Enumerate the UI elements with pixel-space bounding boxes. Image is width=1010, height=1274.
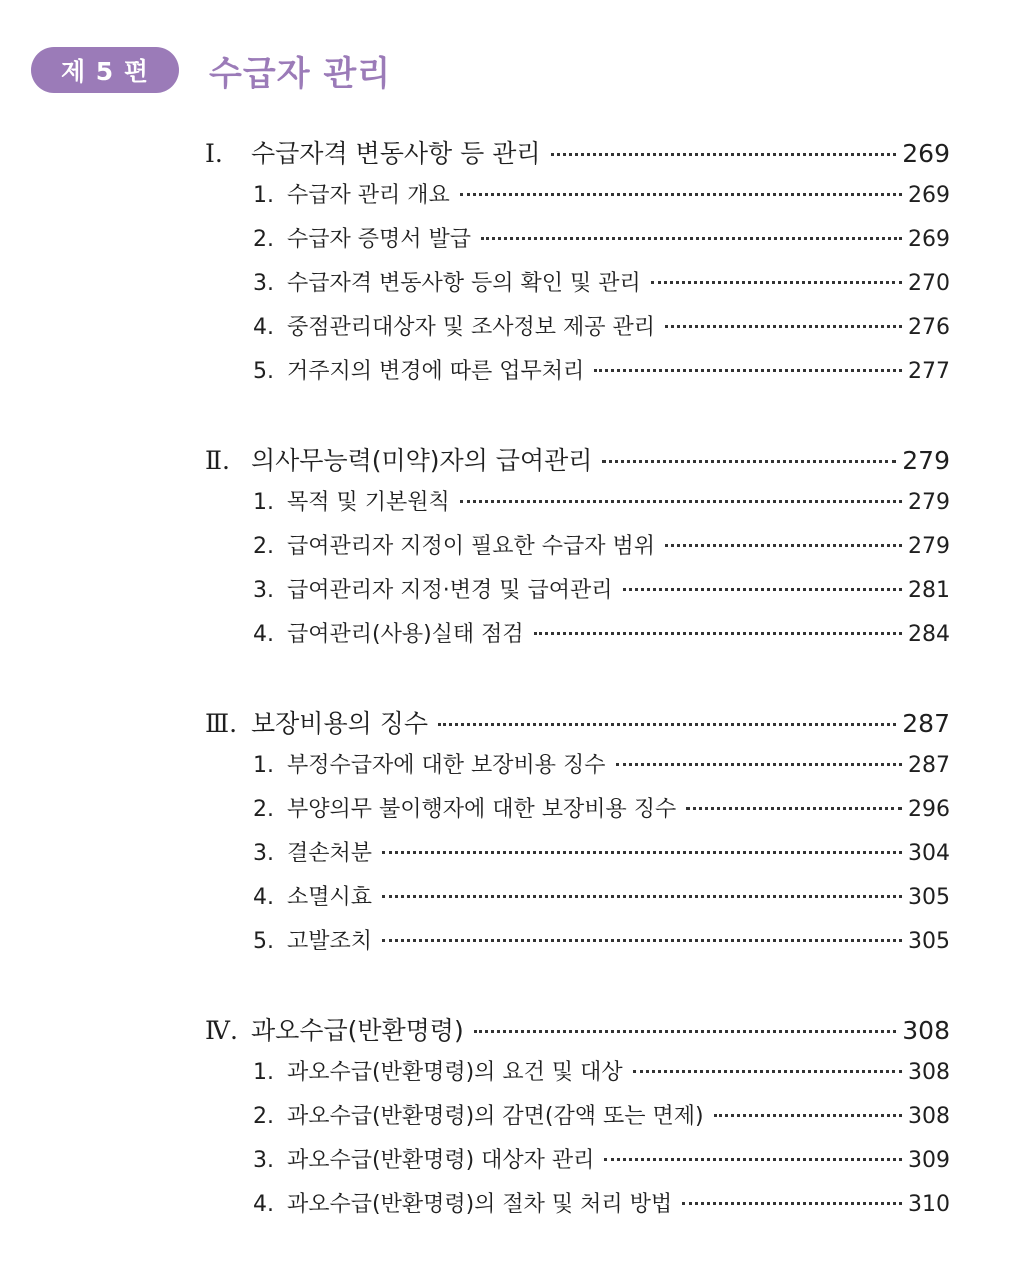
section-title: 의사무능력(미약)자의 급여관리 — [251, 446, 593, 475]
part-title: 수급자 관리 — [209, 54, 392, 94]
entry-number: 2. — [253, 1104, 274, 1129]
section-title: 수급자격 변동사항 등 관리 — [251, 139, 541, 168]
entry-title: 수급자 관리 개요 — [287, 183, 450, 208]
dot-leader — [382, 895, 902, 898]
section-number: Ⅱ. — [205, 446, 230, 475]
page-number: 309 — [908, 1148, 950, 1173]
toc-entry[interactable] — [205, 222, 950, 266]
entry-title: 부양의무 불이행자에 대한 보장비용 징수 — [287, 797, 677, 822]
entry-number: 1. — [253, 753, 274, 778]
entry-number: 4. — [253, 315, 274, 340]
page-number: 279 — [908, 534, 950, 559]
dot-leader — [382, 851, 902, 854]
entry-number: 1. — [253, 490, 274, 515]
toc-entry[interactable] — [205, 573, 950, 617]
page-number: 279 — [908, 490, 950, 515]
entry-number: 3. — [253, 271, 274, 296]
toc-entry[interactable] — [205, 880, 950, 924]
dot-leader — [460, 193, 902, 196]
dot-leader — [594, 369, 902, 372]
entry-title: 부정수급자에 대한 보장비용 징수 — [287, 753, 606, 778]
dot-leader — [714, 1114, 902, 1117]
entry-number: 3. — [253, 841, 274, 866]
dot-leader — [633, 1070, 902, 1073]
page-number: 269 — [902, 139, 950, 168]
page-number: 308 — [908, 1060, 950, 1085]
entry-title: 거주지의 변경에 따른 업무처리 — [287, 359, 585, 384]
toc-section — [205, 134, 950, 398]
toc-section — [205, 1011, 950, 1231]
toc-entry[interactable] — [205, 748, 950, 792]
page-number: 269 — [908, 227, 950, 252]
dot-leader — [665, 544, 902, 547]
dot-leader — [604, 1158, 902, 1161]
toc-entry[interactable] — [205, 310, 950, 354]
entry-title: 과오수급(반환명령)의 요건 및 대상 — [287, 1060, 623, 1085]
toc-entry[interactable] — [205, 485, 950, 529]
toc-entry[interactable] — [205, 354, 950, 398]
entry-title: 수급자 증명서 발급 — [287, 227, 472, 252]
toc-section-heading[interactable] — [205, 441, 950, 485]
dot-leader — [474, 1030, 897, 1033]
page-number: 287 — [902, 709, 950, 738]
page-number: 308 — [902, 1016, 950, 1045]
dot-leader — [651, 281, 902, 284]
toc-entry[interactable] — [205, 836, 950, 880]
dot-leader — [686, 807, 902, 810]
entry-number: 2. — [253, 797, 274, 822]
page-number: 281 — [908, 578, 950, 603]
toc-entry[interactable] — [205, 792, 950, 836]
toc-entry[interactable] — [205, 1055, 950, 1099]
entry-title: 급여관리자 지정·변경 및 급여관리 — [287, 578, 613, 603]
table-of-contents — [205, 134, 950, 1274]
page-number: 304 — [908, 841, 950, 866]
entry-number: 4. — [253, 1192, 274, 1217]
entry-title: 중점관리대상자 및 조사정보 제공 관리 — [287, 315, 656, 340]
section-title: 과오수급(반환명령) — [251, 1016, 464, 1045]
entry-title: 고발조치 — [287, 929, 373, 954]
entry-number: 1. — [253, 1060, 274, 1085]
page-number: 305 — [908, 885, 950, 910]
page-number: 296 — [908, 797, 950, 822]
dot-leader — [616, 763, 902, 766]
entry-number: 2. — [253, 534, 274, 559]
entry-title: 급여관리(사용)실태 점검 — [287, 622, 524, 647]
dot-leader — [551, 153, 897, 156]
section-title: 보장비용의 징수 — [251, 709, 428, 738]
dot-leader — [665, 325, 902, 328]
toc-entry[interactable] — [205, 924, 950, 968]
page-number: 279 — [902, 446, 950, 475]
entry-title: 과오수급(반환명령)의 감면(감액 또는 면제) — [287, 1104, 704, 1129]
entry-title: 과오수급(반환명령) 대상자 관리 — [287, 1148, 595, 1173]
dot-leader — [534, 632, 902, 635]
toc-entry[interactable] — [205, 1099, 950, 1143]
part-badge: 제 5 편 — [31, 47, 179, 93]
entry-title: 목적 및 기본원칙 — [287, 490, 450, 515]
section-number: Ⅳ. — [205, 1016, 238, 1045]
entry-title: 과오수급(반환명령)의 절차 및 처리 방법 — [287, 1192, 673, 1217]
toc-section-heading[interactable] — [205, 134, 950, 178]
entry-number: 4. — [253, 885, 274, 910]
page-number: 284 — [908, 622, 950, 647]
entry-title: 수급자격 변동사항 등의 확인 및 관리 — [287, 271, 641, 296]
dot-leader — [438, 723, 896, 726]
dot-leader — [382, 939, 902, 942]
entry-title: 급여관리자 지정이 필요한 수급자 범위 — [287, 534, 656, 559]
page-number: 305 — [908, 929, 950, 954]
toc-section-heading[interactable] — [205, 704, 950, 748]
entry-number: 5. — [253, 929, 274, 954]
toc-entry[interactable] — [205, 178, 950, 222]
page-number: 310 — [908, 1192, 950, 1217]
toc-section — [205, 441, 950, 661]
toc-entry[interactable] — [205, 1187, 950, 1231]
dot-leader — [623, 588, 902, 591]
section-number: Ⅲ. — [205, 709, 238, 738]
entry-title: 결손처분 — [287, 841, 373, 866]
section-number: Ⅰ. — [205, 139, 223, 168]
toc-entry[interactable] — [205, 266, 950, 310]
toc-entry[interactable] — [205, 617, 950, 661]
entry-title: 소멸시효 — [287, 885, 373, 910]
page-number: 269 — [908, 183, 950, 208]
entry-number: 5. — [253, 359, 274, 384]
page-number: 276 — [908, 315, 950, 340]
page-number: 277 — [908, 359, 950, 384]
page-number: 270 — [908, 271, 950, 296]
entry-number: 4. — [253, 622, 274, 647]
page-number: 308 — [908, 1104, 950, 1129]
toc-entry[interactable] — [205, 1143, 950, 1187]
entry-number: 2. — [253, 227, 274, 252]
dot-leader — [682, 1202, 902, 1205]
dot-leader — [602, 460, 896, 463]
page-number: 287 — [908, 753, 950, 778]
toc-entry[interactable] — [205, 529, 950, 573]
entry-number: 1. — [253, 183, 274, 208]
dot-leader — [481, 237, 902, 240]
dot-leader — [460, 500, 902, 503]
entry-number: 3. — [253, 578, 274, 603]
entry-number: 3. — [253, 1148, 274, 1173]
toc-section-heading[interactable] — [205, 1011, 950, 1055]
toc-section — [205, 704, 950, 968]
